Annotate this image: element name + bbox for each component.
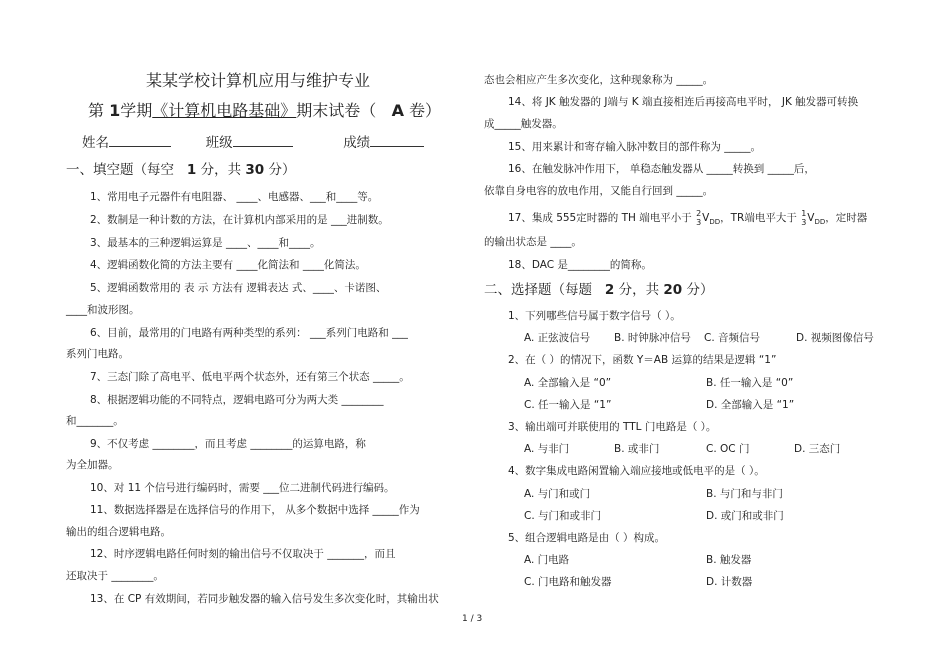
fill-q8-cont: 和_______。 — [66, 415, 124, 427]
fill-q6: 6、目前，最常用的门电路有两种类型的系列： ___系列门电路和 ___ — [90, 327, 408, 339]
fill-q1: 1、常用电子元器件有电阻器、 ____、电感器、___和____等。 — [90, 191, 379, 203]
mc-q3: 3、输出端可并联使用的 TTL 门电路是（ ）。 — [508, 421, 717, 433]
fill-q14: 14、将 JK 触发器的 J端与 K 端直接相连后再接高电平时， JK 触发器可转换 — [508, 96, 859, 108]
fill-q7: 7、三态门除了高电平、低电平两个状态外，还有第三个状态 _____。 — [90, 371, 410, 383]
class-field[interactable] — [233, 135, 293, 147]
mc-q1-option[interactable]: C. 音频信号 — [704, 332, 761, 344]
class-label: 班级 — [205, 135, 233, 151]
fill-q13-cont: 态也会相应产生多次变化，这种现象称为 _____。 — [484, 74, 714, 86]
fraction-two-thirds: 2 3 — [696, 209, 702, 227]
fill-q3: 3、最基本的三种逻辑运算是 ____、____和____。 — [90, 237, 321, 249]
fill-q5-cont: ____和波形图。 — [66, 304, 140, 316]
fill-q12: 12、时序逻辑电路任何时刻的输出信号不仅取决于 _______，而且 — [90, 548, 396, 560]
score-field[interactable] — [370, 135, 424, 147]
fill-q2: 2、数制是一种计数的方法，在计算机内部采用的是 ___进制数。 — [90, 214, 389, 226]
fraction-one-third: 1 3 — [801, 209, 807, 227]
mc-q1-option[interactable]: D. 视频图像信号 — [796, 332, 874, 344]
fill-q14-cont: 成_____触发器。 — [484, 118, 563, 130]
mc-q4-option[interactable]: A. 与门和或门 — [524, 488, 591, 500]
mc-q4-option[interactable]: D. 或门和或非门 — [706, 510, 784, 522]
fill-q5: 5、逻辑函数常用的 表 示 方法有 逻辑表达 式、____、卡诺图、 — [90, 282, 387, 294]
fill-q11: 11、数据选择器是在选择信号的作用下， 从多个数据中选择 _____作为 — [90, 504, 420, 516]
mc-q2-option[interactable]: D. 全部输入是 “1” — [706, 399, 795, 411]
mc-q2-option[interactable]: C. 任一输入是 “1” — [524, 399, 612, 411]
fill-q17-cont: 的输出状态是 ____。 — [484, 236, 582, 248]
page-number: 1 / 3 — [462, 614, 483, 624]
name-label: 姓名 — [82, 135, 109, 151]
mc-q2-option[interactable]: B. 任一输入是 “0” — [706, 377, 794, 389]
mc-q5: 5、组合逻辑电路是由（ ）构成。 — [508, 532, 666, 544]
mc-q5-option[interactable]: A. 门电路 — [524, 554, 570, 566]
fill-q17: 17、集成 555定时器的 TH 端电平小于 2 $3V_{DD}$，TR端电平大于 1 $3V_{DD}$，定时器 — [508, 209, 868, 227]
fill-q16-cont: 依靠自身电容的放电作用，又能自行回到 _____。 — [484, 185, 714, 197]
mc-q2: 2、在（ ）的情况下，函数 Y＝AB 运算的结果是逻辑 “1” — [508, 354, 777, 366]
fill-q15: 15、用来累计和寄存输入脉冲数目的部件称为 _____。 — [508, 141, 761, 153]
name-field[interactable] — [109, 135, 171, 147]
mc-q4-option[interactable]: B. 与门和与非门 — [706, 488, 783, 500]
section-1-heading: 一、填空题（每空 1 分，共 30 分） — [66, 162, 296, 178]
section-2-heading: 二、选择题（每题 2 分，共 20 分） — [484, 282, 714, 298]
mc-q5-option[interactable]: C. 门电路和触发器 — [524, 576, 612, 588]
mc-q3-option[interactable]: B. 或非门 — [614, 443, 660, 455]
fill-q18: 18、DAC 是________的简称。 — [508, 259, 652, 271]
fill-q8: 8、根据逻辑功能的不同特点，逻辑电路可分为两大类 ________ — [90, 394, 384, 406]
score-label: 成绩 — [343, 135, 371, 151]
mc-q3-option[interactable]: D. 三态门 — [794, 443, 841, 455]
mc-q1-option[interactable]: A. 正弦波信号 — [524, 332, 591, 344]
fill-q12-cont: 还取决于 ________。 — [66, 570, 164, 582]
fill-q10: 10、对 11 个信号进行编码时，需要 ___位二进制代码进行编码。 — [90, 482, 395, 494]
mc-q3-option[interactable]: A. 与非门 — [524, 443, 570, 455]
mc-q3-option[interactable]: C. OC 门 — [706, 443, 750, 455]
fill-q4: 4、逻辑函数化简的方法主要有 ____化简法和 ____化简法。 — [90, 259, 366, 271]
school-title: 某某学校计算机应用与维护专业 — [146, 71, 371, 90]
mc-q2-option[interactable]: A. 全部输入是 “0” — [524, 377, 612, 389]
fill-q9: 9、不仅考虑 ________，而且考虑 ________的运算电路，称 — [90, 438, 366, 450]
mc-q1-option[interactable]: B. 时钟脉冲信号 — [614, 332, 691, 344]
mc-q4: 4、数字集成电路闲置输入端应接地或低电平的是（ ）。 — [508, 465, 765, 477]
fill-q13: 13、在 CP 有效期间，若同步触发器的输入信号发生多次变化时，其输出状 — [90, 593, 439, 605]
fill-q6-cont: 系列门电路。 — [66, 348, 129, 360]
fill-q16: 16、在触发脉冲作用下， 单稳态触发器从 _____转换到 _____后， — [508, 163, 815, 175]
mc-q4-option[interactable]: C. 与门和或非门 — [524, 510, 602, 522]
student-info — [82, 135, 424, 150]
fill-q11-cont: 输出的组合逻辑电路。 — [66, 526, 171, 538]
mc-q5-option[interactable]: D. 计数器 — [706, 576, 753, 588]
mc-q5-option[interactable]: B. 触发器 — [706, 554, 752, 566]
exam-title: 第 1学期《计算机电路基础》期末试卷（ A 卷） — [88, 101, 442, 120]
fill-q9-cont: 为全加器。 — [66, 459, 119, 471]
mc-q1: 1、下列哪些信号属于数字信号（ ）。 — [508, 310, 681, 322]
